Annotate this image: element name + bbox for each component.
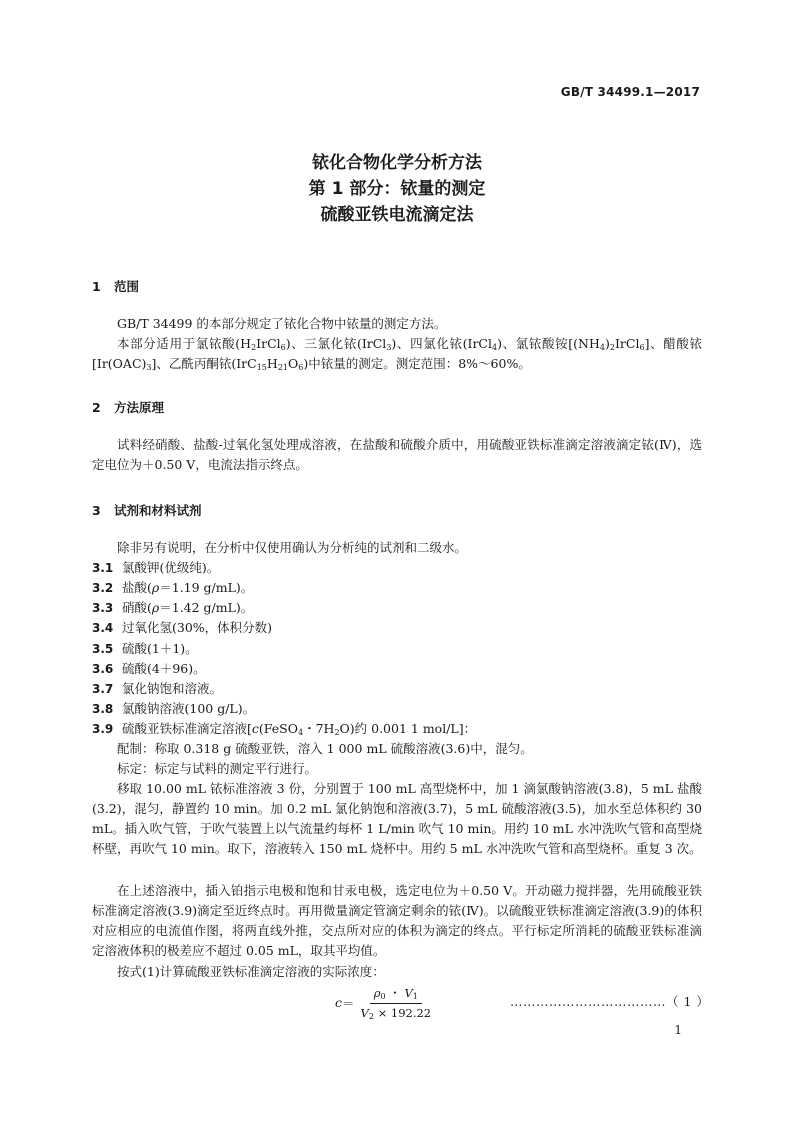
section-2-number: 2 — [92, 400, 101, 415]
section-1-number: 1 — [92, 279, 101, 294]
section-2-title: 方法原理 — [114, 400, 165, 415]
section-1-paragraph-2: 本部分适用于氯铱酸$(H_2IrCl_6)$、三氯化铱(IrCl$_3$)、四氯化铱(IrCl$_4$)、氯铱酸铵$[(NH_4)_2IrCl_6]$、醋酸铱$[Ir(OAC)_3]$、乙酰丙酮铱$(IrC_{15}H_{21}O_6)$中铱量的测定。测定范围：8%～60%。 — [92, 336, 703, 372]
formula-1 — [335, 985, 431, 1020]
title-line-3: 硫酸亚铁电流滴定法 — [320, 205, 474, 225]
formula-intro: 按式(1)计算硫酸亚铁标准滴定溶液的实际浓度： — [117, 964, 385, 979]
formula-equals: ＝ — [342, 995, 355, 1011]
list-item: 3.1 氯酸钾(优级纯)。 — [92, 560, 220, 575]
calibration-text: 标定：标定与试料的测定平行进行。 — [117, 761, 318, 776]
list-item: 3.8 氯酸钠溶液(100 g/L)。 — [92, 701, 256, 716]
section-3-title: 试剂和材料试剂 — [114, 503, 202, 518]
list-item: 3.3 硝酸(ρ＝1.42 g/mL)。 — [92, 600, 254, 615]
section-2-paragraph: 试料经硝酸、盐酸-过氧化氢处理成溶液，在盐酸和硫酸介质中，用硫酸亚铁标准滴定溶液滴定铱(Ⅳ)，选定电位为＋0.50 V，电流法指示终点。 — [92, 437, 702, 472]
section-3-intro: 除非另有说明，在分析中仅使用确认为分析纯的试剂和二级水。 — [117, 540, 468, 555]
section-3-number: 3 — [92, 503, 101, 518]
page-number: 1 — [674, 1023, 682, 1037]
formula-lhs: c — [335, 995, 343, 1010]
list-item: 3.5 硫酸(1＋1)。 — [92, 641, 198, 656]
formula-denominator: $V_2 \times 192.22$ — [360, 1006, 432, 1021]
list-item: 3.6 硫酸(4＋96)。 — [92, 661, 206, 676]
formula-numerator: $\rho_0$ ・ $V_1$ — [370, 985, 422, 1004]
section-3-heading — [92, 501, 202, 519]
list-item: 3.7 氯化钠饱和溶液。 — [92, 681, 223, 696]
formula-fraction — [361, 985, 432, 1020]
title-line-1: 铱化合物化学分析方法 — [312, 153, 482, 173]
section-2-heading — [92, 398, 164, 416]
title-line-2: 第 1 部分：铱量的测定 — [308, 179, 486, 199]
transfer-procedure-paragraph: 移取 10.00 mL 铱标准溶液 3 份，分别置于 100 mL 高型烧杯中，加 1 滴氯酸钠溶液(3.8)，5 mL 盐酸(3.2)，混匀，静置约 10 min。加 0.2 mL 氯化钠饱和溶液(3.7)，5 mL 硫酸溶液(3.5)，加水至总体积约 30 mL。插入吹气管，于吹气装置上以气流量约每杯 1 L/min 吹气 10 min。用约 10 mL 水冲洗吹气管和高型烧杯壁，再吹气 10 min。取下，溶液转入 150 mL 烧杯中。用约 5 mL 水冲洗吹气管和高型烧杯。重复 3 次。 — [92, 781, 702, 856]
section-1-heading — [92, 277, 139, 295]
equation-number: ………………………………（ 1 ） — [510, 994, 710, 1009]
standard-number: GB/T 34499.1—2017 — [560, 85, 700, 99]
list-item: 3.9 硫酸亚铁标准滴定溶液[c(FeSO$_4$・$7H_2O$)约 0.001 1 mol/L]： — [92, 721, 477, 737]
preparation-text: 配制：称取 0.318 g 硫酸亚铁，溶入 1 000 mL 硫酸溶液(3.6)中，混匀。 — [117, 741, 533, 756]
section-1-paragraph-1: GB/T 34499 的本部分规定了铱化合物中铱量的测定方法。 — [117, 316, 447, 331]
section-1-title: 范围 — [114, 279, 140, 294]
list-item: 3.4 过氧化氢(30%，体积分数) — [92, 620, 273, 635]
list-item: 3.2 盐酸(ρ＝1.19 g/mL)。 — [92, 580, 254, 595]
document-title — [0, 150, 794, 228]
titration-procedure-paragraph: 在上述溶液中，插入铂指示电极和饱和甘汞电极，选定电位为＋0.50 V。开动磁力搅拌器，先用硫酸亚铁标准滴定溶液(3.9)滴定至近终点时。再用微量滴定管滴定剩余的铱(Ⅳ)。以硫酸亚铁标准滴定溶液(3.9)的体积对应相应的电流值作图，将两直线外推，交点所对应的体积为滴定的终点。平行标定所消耗的硫酸亚铁标准滴定溶液体积的极差应不超过 0.05 mL，取其平均值。 — [92, 883, 702, 958]
